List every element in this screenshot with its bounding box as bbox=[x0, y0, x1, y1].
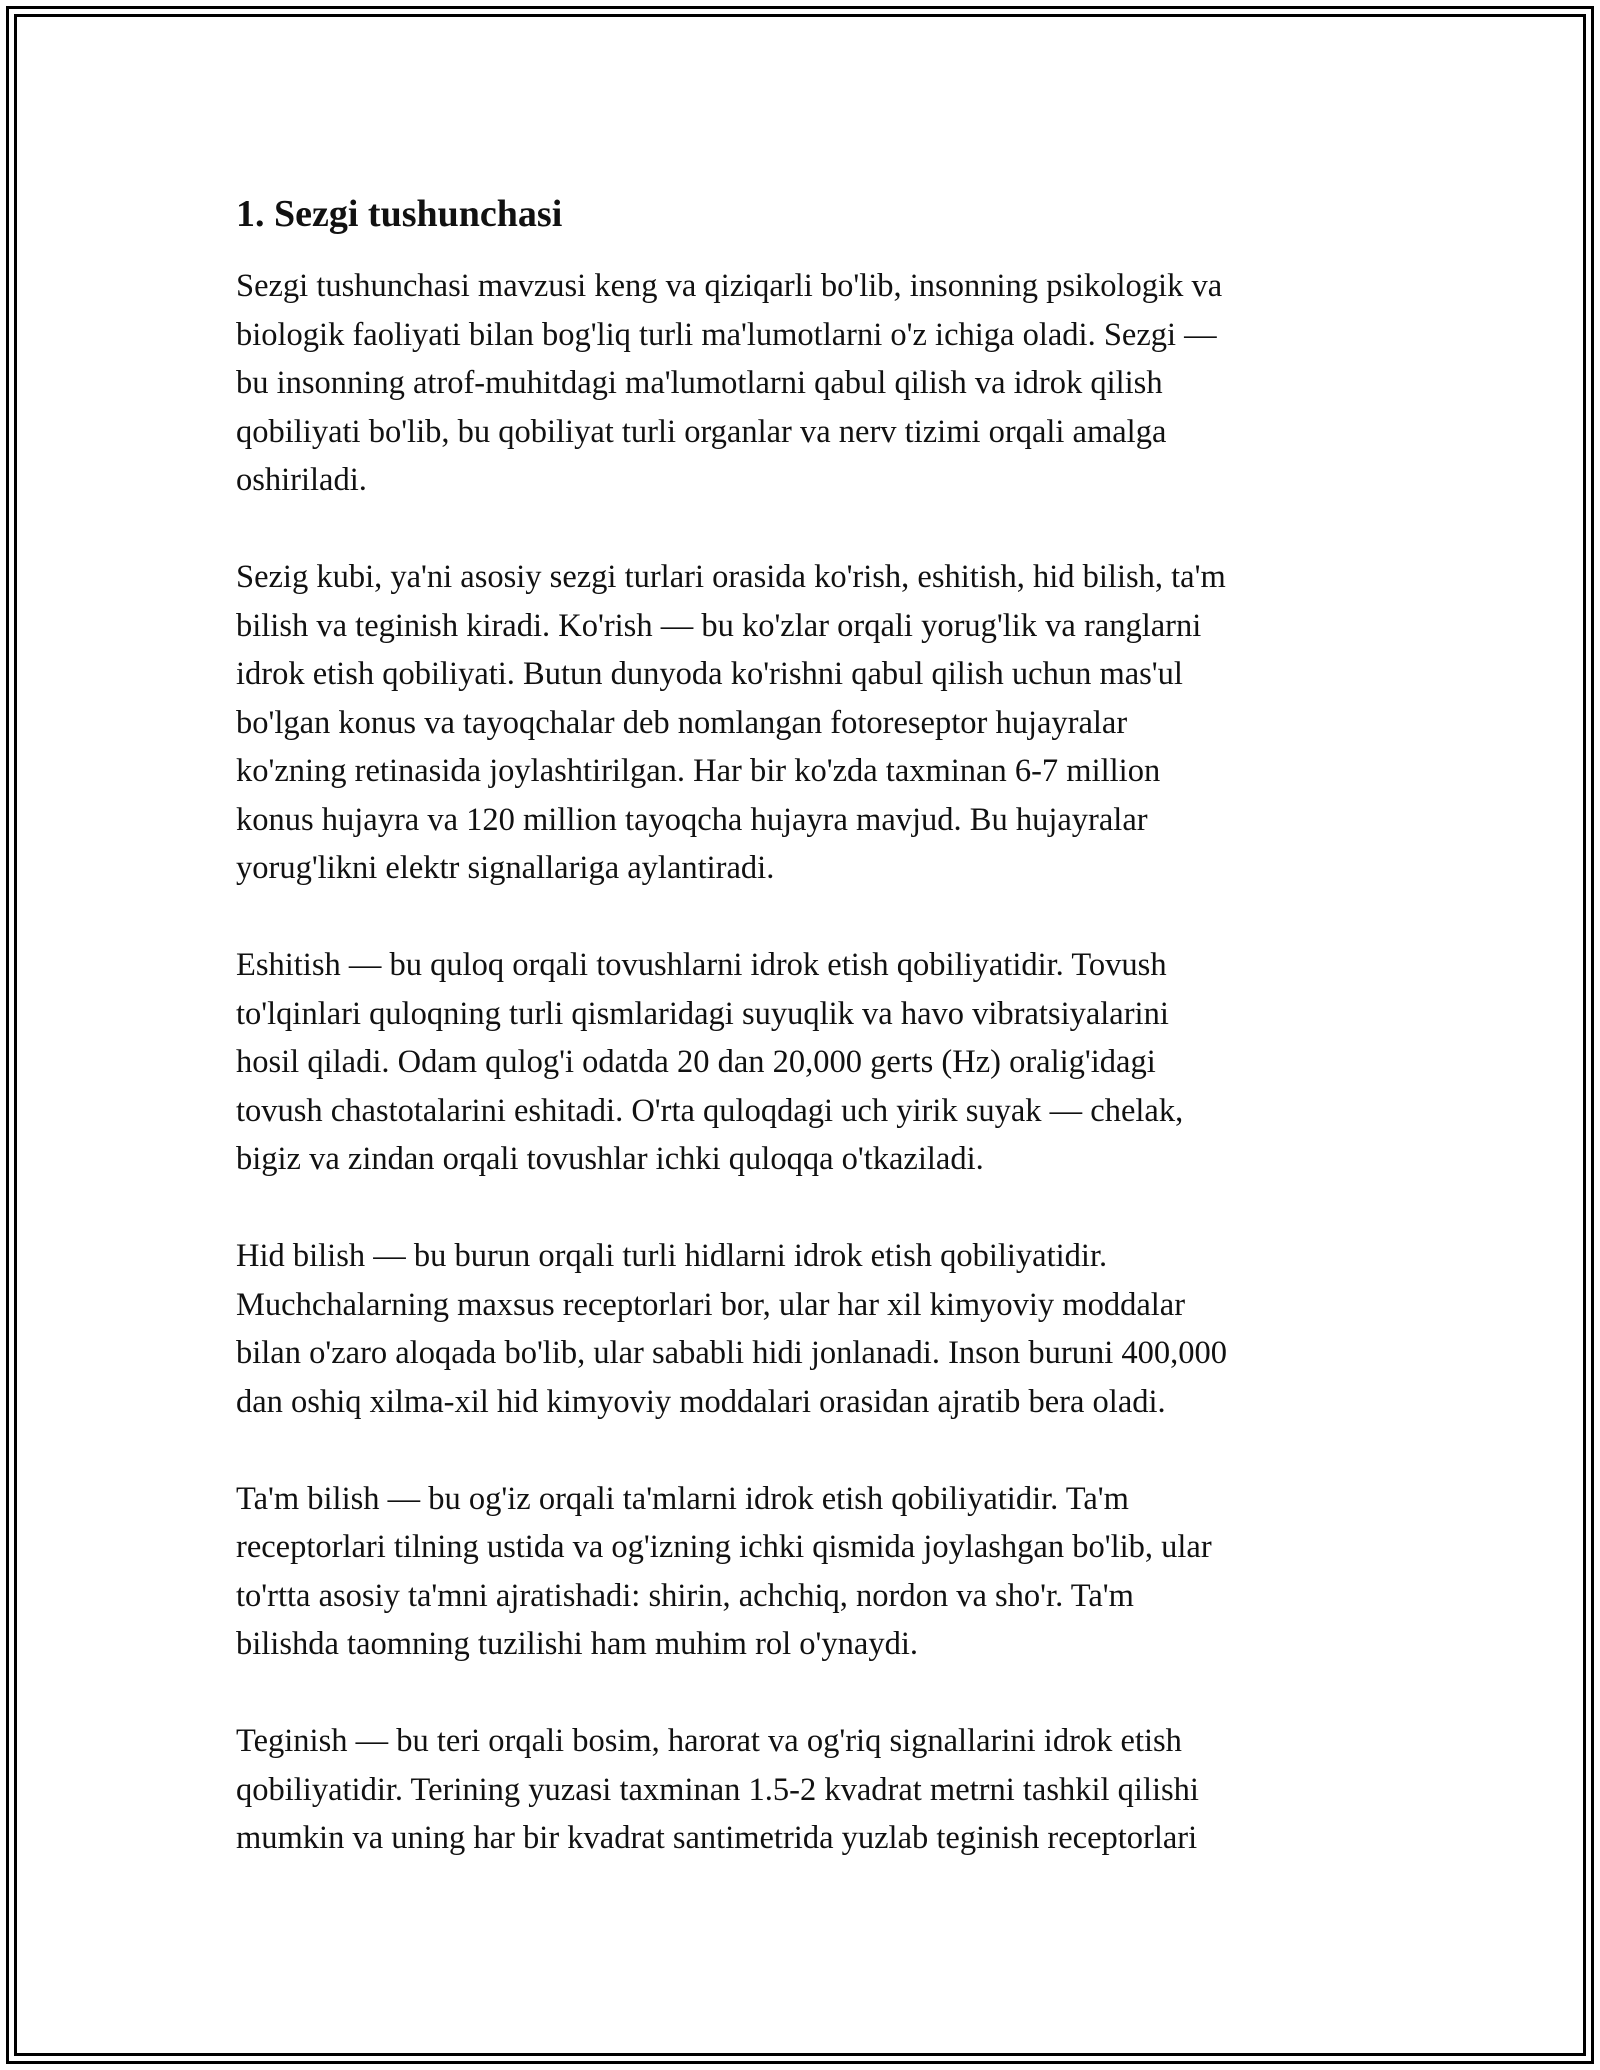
paragraph-smell: Hid bilish — bu burun orqali turli hidlarni idrok etish qobiliyatidir. Muchchalarning maxsus receptorlari bor, ular har xil kimyoviy moddalar bilan o'zaro aloqada bo'lib, ular sababli hidi jonlanadi. Inson buruni 400,000 dan oshiq xilma-xil hid kimyoviy moddalari orasidan ajratib bera oladi. bbox=[236, 1238, 1228, 1420]
document-body bbox=[236, 188, 1366, 1911]
section-heading: 1. Sezgi tushunchasi bbox=[236, 193, 563, 235]
paragraph-touch: Teginish — bu teri orqali bosim, harorat va og'riq signallarini idrok etish qobiliyatidir. Terining yuzasi taxminan 1.5-2 kvadrat metrni tashkil qilishi mumkin va uning har bir kvadrat santimetrida yuzlab teginish receptorlari bbox=[236, 1723, 1199, 1856]
paragraph-vision: Sezig kubi, ya'ni asosiy sezgi turlari orasida ko'rish, eshitish, hid bilish, ta'm bilish va teginish kiradi. Ko'rish — bu ko'zlar orqali yorug'lik va ranglarni idrok etish qobiliyati. Butun dunyoda ko'rishni qabul qilish uchun mas'ul bo'lgan konus va tayoqchalar deb nomlangan fotoreseptor hujayralar ko'zning retinasida joylashtirilgan. Har bir ko'zda taxminan 6-7 million konus hujayra va 120 million tayoqcha hujayra mavjud. Bu hujayralar yorug'likni elektr signallariga aylantiradi. bbox=[236, 559, 1226, 886]
paragraph-taste: Ta'm bilish — bu og'iz orqali ta'mlarni idrok etish qobiliyatidir. Ta'm receptorlari tilning ustida va og'izning ichki qismida joylashgan bo'lib, ular to'rtta asosiy ta'mni ajratishadi: shirin, achchiq, nordon va sho'r. Ta'm bilishda taomning tuzilishi ham muhim rol o'ynaydi. bbox=[236, 1480, 1212, 1662]
paragraph-hearing: Eshitish — bu quloq orqali tovushlarni idrok etish qobiliyatidir. Tovush to'lqinlari quloqning turli qismlaridagi suyuqlik va havo vibratsiyalarini hosil qiladi. Odam qulog'i odatda 20 dan 20,000 gerts (Hz) oralig'idagi tovush chastotalarini eshitadi. O'rta quloqdagi uch yirik suyak — chelak, bigiz va zindan orqali tovushlar ichki quloqqa o'tkaziladi. bbox=[236, 947, 1184, 1177]
paragraph-intro: Sezgi tushunchasi mavzusi keng va qiziqarli bo'lib, insonning psikologik va biologik faoliyati bilan bog'liq turli ma'lumotlarni o'z ichiga oladi. Sezgi — bu insonning atrof-muhitdagi ma'lumotlarni qabul qilish va idrok qilish qobiliyati bo'lib, bu qobiliyat turli organlar va nerv tizimi orqali amalga oshiriladi. bbox=[236, 268, 1223, 498]
